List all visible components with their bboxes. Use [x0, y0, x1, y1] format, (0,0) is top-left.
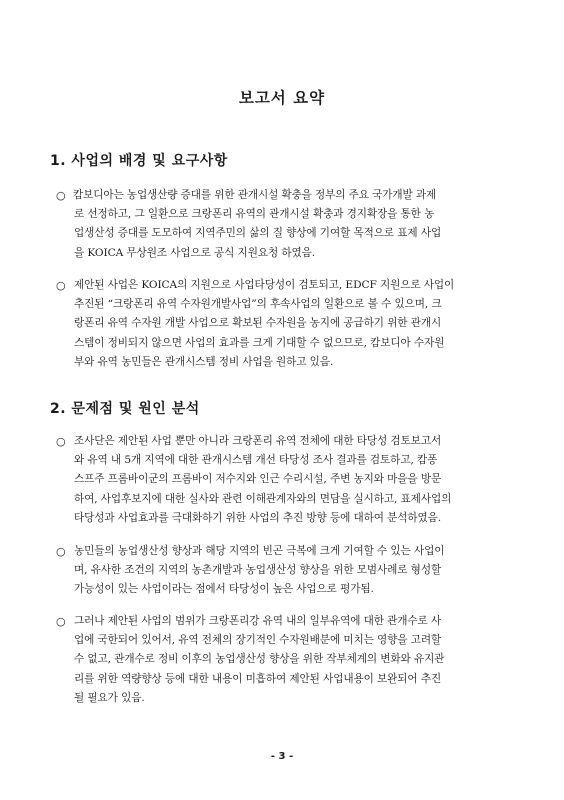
text-line: 제안된 사업은 KOICA의 지원으로 사업타당성이 검토되고, EDCF 지원으로 사업이 — [74, 279, 455, 291]
paragraph-background-1 — [74, 186, 514, 263]
text-line: 타당성과 사업효과를 극대화하기 위한 사업의 추진 방향 등에 대하여 분석하였음. — [74, 511, 442, 524]
paragraph-analysis-2 — [74, 542, 514, 600]
text-line: 랑폰리 유역 수자원 개발 사업으로 확보된 수자원을 농지에 공급하기 위한 관개시 — [74, 317, 442, 330]
text-line: 조사단은 제안된 사업 뿐만 아니라 크랑폰리 유역 전체에 대한 타당성 검토보고서 — [74, 435, 442, 447]
paragraph-analysis-3 — [74, 612, 514, 708]
text-line: 며, 유사한 조건의 지역의 농촌개발과 농업생산성 향상을 위한 모범사례로 형성할 — [74, 564, 442, 577]
bullet-icon: ○ — [56, 189, 66, 202]
section-heading-background: 1. 사업의 배경 및 요구사항 — [50, 153, 228, 169]
text-line: 농민들의 농업생산성 향상과 해당 지역의 빈곤 극복에 크게 기여할 수 있는 사업이 — [74, 545, 445, 557]
text-line: 그러나 제안된 사업의 범위가 크랑폰리강 유역 내의 일부유역에 대한 관개수로 사 — [74, 615, 442, 627]
paragraph-analysis-1 — [74, 432, 514, 528]
text-line: 스템이 정비되지 않으면 사업의 효과를 크게 기대할 수 없으므로, 캄보디아 수자원 — [74, 336, 445, 349]
text-line: 수 없고, 관개수로 정비 이후의 농업생산성 향상을 위한 작부체계의 변화와 유지관 — [74, 653, 445, 666]
text-line: 될 필요가 있음. — [74, 691, 145, 704]
text-line: 하여, 사업후보지에 대한 실사와 관련 이해관계자와의 면담을 실시하고, 표제사업의 — [74, 492, 452, 505]
bullet-icon: ○ — [56, 545, 66, 558]
bullet-icon: ○ — [56, 615, 66, 628]
text-line: 업에 국한되어 있어서, 유역 전체의 장기적인 수자원배분에 미치는 영향을 고려할 — [74, 634, 442, 647]
text-line: 가능성이 있는 사업이라는 점에서 타당성이 높은 사업으로 평가됨. — [74, 583, 374, 596]
text-line: 와 유역 내 5개 지역에 대한 관개시스템 개선 타당성 조사 결과를 검토하고, 캄퐁 — [74, 454, 438, 467]
text-line: 을 KOICA 무상원조 사업으로 공식 지원요청 하였음. — [74, 246, 316, 259]
text-line: 업생산성 증대를 도모하여 지역주민의 삶의 질 향상에 기여할 목적으로 표제 사업 — [74, 227, 442, 240]
bullet-icon: ○ — [56, 279, 66, 292]
paragraph-background-2 — [74, 276, 514, 372]
bullet-icon: ○ — [56, 435, 66, 448]
page-number: - 3 - — [270, 751, 294, 762]
page-title: 보고서 요약 — [238, 89, 326, 107]
text-line: 캄보디아는 농업생산량 증대를 위한 관개시설 확충을 정부의 주요 국가개발 과제 — [73, 189, 437, 201]
text-line: 로 선정하고, 그 일환으로 크랑폰리 유역의 관개시설 확충과 경지확장을 통한 농 — [74, 208, 435, 221]
text-line: 스프주 프롬바이군의 프롬바이 저수지와 인근 수리시설, 주변 농지와 마을을 방문 — [74, 473, 442, 486]
text-line: 리를 위한 역량향상 등에 대한 내용이 미흡하여 제안된 사업내용이 보완되어 추진 — [74, 672, 442, 685]
text-line: 추진된 “크랑폰리 유역 수자원개발사업”의 후속사업의 일환으로 볼 수 있으며, 크 — [74, 298, 442, 311]
text-line: 부와 유역 농민들은 관개시스템 정비 사업을 원하고 있음. — [74, 355, 334, 368]
section-heading-analysis: 2. 문제점 및 원인 분석 — [50, 401, 200, 417]
